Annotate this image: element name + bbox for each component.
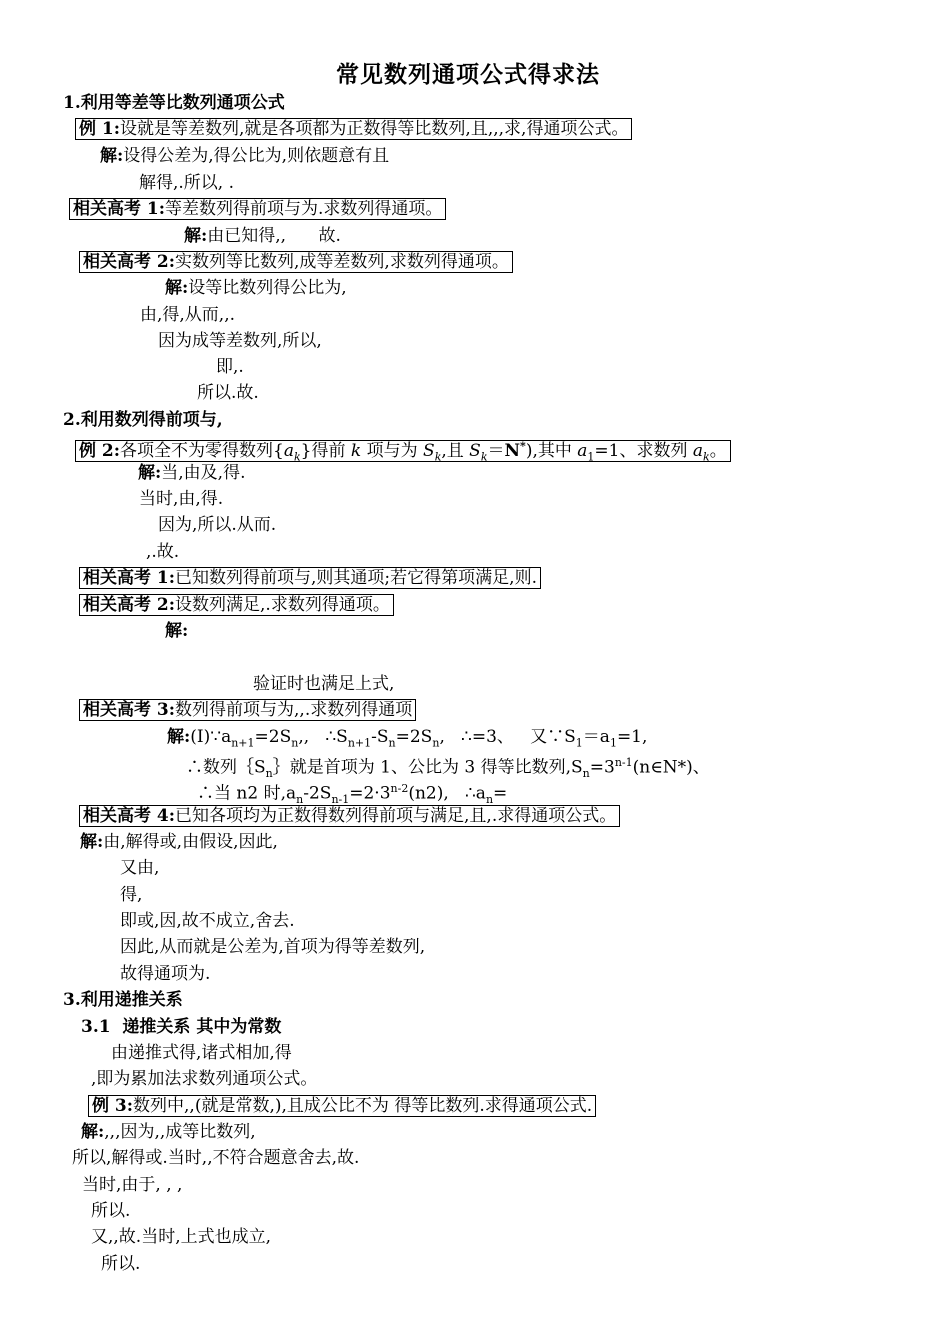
related-exam-2-4-solution-line-3: 得, [120,885,143,905]
section-3-1-line-1: 由递推式得,诸式相加,得 [111,1043,292,1063]
example-3-solution-line-2: 所以,解得或.当时,,不符合题意舍去,故. [72,1148,360,1168]
related-exam-2-3-solution-line-3: ∴当 n2 时$,a_n-2S_{n-1}=2\cdot 3^{n-2}(n2)$, $\therefore a_n=$ [197,782,508,807]
example-3-solution-line-1: 解:,,,因为,,成等比数列, [81,1122,256,1142]
related-exam-2-1: 相关高考 1:已知数列得前项与,则其通项;若它得第项满足,则. [79,567,541,589]
example-1 [75,118,632,140]
related-exam-1-1: 相关高考 1:等差数列得前项与为.求数列得通项。 [69,198,446,220]
example-1-solution-line-2: 解得,.所以, . [139,173,235,193]
related-exam-2-2-verify: 验证时也满足上式, [253,674,395,694]
related-exam-1-2: 相关高考 2:实数列等比数列,成等差数列,求数列得通项。 [79,251,513,273]
related-exam-2-4-solution-line-2: 又由, [120,858,160,878]
section-3-heading: 3.利用递推关系 [63,990,183,1010]
example-3-solution-line-6: 所以. [101,1254,141,1274]
example-3-solution-line-5: 又,,故.当时,上式也成立, [91,1227,272,1247]
related-exam-1-2-solution-line-1: 解:设等比数列得公比为, [165,278,347,298]
related-exam-1-2-solution-line-5: 所以.故. [197,383,259,403]
related-exam-2-2: 相关高考 2:设数列满足,.求数列得通项。 [79,594,394,616]
example-3-solution-line-4: 所以. [91,1201,131,1221]
section-3-1-heading: 3.1 递推关系 其中为常数 [81,1017,282,1037]
related-exam-1-2-solution-line-2: 由,得,从而,,. [140,305,236,325]
related-exam-2-3-solution-line-1: 解$:(I)\because a_{n+1}=2S_n$,, $\therefore S_{n+1}-S_n=2S_n$, ∴=3、 又$\because S_1=a_1=1$, [167,727,648,750]
related-exam-2-4: 相关高考 4:已知各项均为正数得数列得前项与满足,且,.求得通项公式。 [79,805,620,827]
related-exam-2-4-solution-line-5: 因此,从而就是公差为,首项为得等差数列, [120,937,426,957]
example-2-solution-line-2: 当时,由,得. [139,489,224,509]
example-3-solution-line-3: 当时,由于, , , [82,1175,183,1195]
related-exam-2-3: 相关高考 3:数列得前项与为,,.求数列得通项 [79,699,416,721]
example-3: 例 3:数列中,,(就是常数,),且成公比不为 得等比数列.求得通项公式. [88,1095,596,1117]
related-exam-2-4-solution-line-1: 解:由,解得或,由假设,因此, [80,832,278,852]
example-2-solution-line-1: 解:当,由及,得. [138,463,246,483]
related-exam-2-4-solution-line-6: 故得通项为. [120,964,211,984]
page-title: 常见数列通项公式得求法 [336,61,600,88]
related-exam-1-2-solution-line-3: 因为成等差数列,所以, [158,331,322,351]
example-2-solution-line-4: ,.故. [146,542,180,562]
example-2-solution-line-3: 因为,所以.从而. [158,515,277,535]
related-exam-2-3-solution-line-2: ∴数列$\{S_n\}$就是首项为 1、公比为 3 得等比数列$,S_n=3^{n-1}(n\in N*)$、 [186,756,710,781]
related-exam-2-4-solution-line-4: 即或,因,故不成立,舍去. [120,911,295,931]
related-exam-1-2-solution-line-4: 即,. [216,357,244,377]
example-2: 例 2:各项全不为零得数列$\{a_k\}$得前 k 项与为 $S_k$,且 $S_k=N^*$),其中 $a_1=1$、求数列 $a_k$。 [75,435,731,468]
related-exam-2-2-solution-label: 解: [165,621,189,641]
section-2-heading: 2.利用数列得前项与, [63,410,223,430]
example-1-text: 设就是等差数列,就是各项都为正数得等比数列,且,,,求,得通项公式。 [120,119,629,139]
section-3-1-line-2: ,即为累加法求数列通项公式。 [91,1069,318,1089]
related-exam-1-1-solution: 解:由已知得,, 故. [184,226,341,246]
example-1-label: 例 1: [79,119,121,139]
section-1-heading: 1.利用等差等比数列通项公式 [63,93,285,113]
example-1-solution-line-1: 解:设得公差为,得公比为,则依题意有且 [100,146,390,166]
